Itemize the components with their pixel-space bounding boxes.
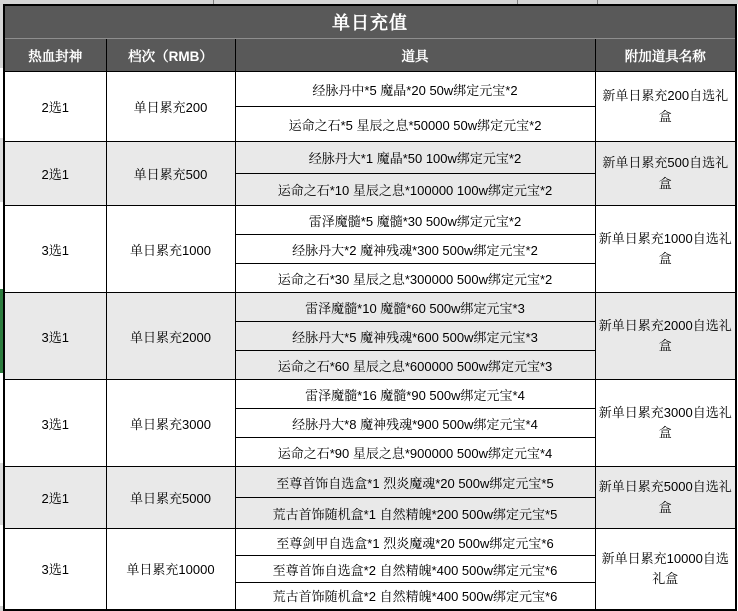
item-cell: 至尊剑甲自选盒*1 烈炎魔魂*20 500w绑定元宝*6 <box>235 529 595 556</box>
bonus-cell: 新单日累充3000自选礼盒 <box>595 380 736 467</box>
item-row <box>4 72 736 107</box>
green-fill-strip <box>0 289 3 373</box>
item-cell: 运命之石*60 星辰之息*600000 500w绑定元宝*3 <box>235 351 595 380</box>
item-row <box>4 142 736 174</box>
choice-cell: 3选1 <box>4 206 106 293</box>
choice-cell: 2选1 <box>4 72 106 142</box>
gridline-tick <box>517 0 518 4</box>
choice-cell: 2选1 <box>4 142 106 206</box>
bonus-cell: 新单日累充5000自选礼盒 <box>595 467 736 529</box>
item-row <box>4 293 736 322</box>
item-cell: 经脉丹大*2 魔神残魂*300 500w绑定元宝*2 <box>235 235 595 264</box>
left-edge-segment <box>0 606 3 611</box>
left-edge-segment <box>0 463 3 525</box>
bonus-cell: 新单日累充10000自选礼盒 <box>595 529 736 610</box>
table-title: 单日充值 <box>4 5 736 39</box>
item-cell: 运命之石*30 星辰之息*300000 500w绑定元宝*2 <box>235 264 595 293</box>
item-cell: 运命之石*10 星辰之息*100000 100w绑定元宝*2 <box>235 174 595 206</box>
bonus-cell: 新单日累充500自选礼盒 <box>595 142 736 206</box>
item-cell: 运命之石*90 星辰之息*900000 500w绑定元宝*4 <box>235 438 595 467</box>
col-header-bonus: 附加道具名称 <box>595 39 736 72</box>
item-cell: 运命之石*5 星辰之息*50000 50w绑定元宝*2 <box>235 107 595 142</box>
col-header-tier: 档次（RMB） <box>106 39 235 72</box>
item-row <box>4 529 736 556</box>
tier-cell: 单日累充1000 <box>106 206 235 293</box>
item-cell: 经脉丹大*8 魔神残魂*900 500w绑定元宝*4 <box>235 409 595 438</box>
recharge-table <box>3 4 737 611</box>
item-cell: 经脉丹大*1 魔晶*50 100w绑定元宝*2 <box>235 142 595 174</box>
bonus-cell: 新单日累充1000自选礼盒 <box>595 206 736 293</box>
item-cell: 雷泽魔髓*10 魔髓*60 500w绑定元宝*3 <box>235 293 595 322</box>
choice-cell: 3选1 <box>4 380 106 467</box>
choice-cell: 3选1 <box>4 293 106 380</box>
left-edge-segment <box>0 525 3 606</box>
item-cell: 荒古首饰随机盒*2 自然精魄*400 500w绑定元宝*6 <box>235 583 595 610</box>
bonus-cell: 新单日累充2000自选礼盒 <box>595 293 736 380</box>
tier-cell: 单日累充500 <box>106 142 235 206</box>
bonus-cell: 新单日累充200自选礼盒 <box>595 72 736 142</box>
column-header-row <box>4 39 736 72</box>
tier-cell: 单日累充3000 <box>106 380 235 467</box>
gridline-tick <box>213 0 214 4</box>
table-body <box>4 72 736 610</box>
title-row <box>4 5 736 39</box>
item-cell: 雷泽魔髓*5 魔髓*30 500w绑定元宝*2 <box>235 206 595 235</box>
left-edge-segment <box>0 373 3 463</box>
item-cell: 雷泽魔髓*16 魔髓*90 500w绑定元宝*4 <box>235 380 595 409</box>
gridline-tick <box>597 0 598 4</box>
left-edge-segment <box>0 138 3 202</box>
table-header <box>4 5 736 72</box>
item-cell: 荒古首饰随机盒*1 自然精魄*200 500w绑定元宝*5 <box>235 498 595 529</box>
tier-cell: 单日累充10000 <box>106 529 235 610</box>
item-cell: 至尊首饰自选盒*2 自然精魄*400 500w绑定元宝*6 <box>235 556 595 583</box>
tier-cell: 单日累充200 <box>106 72 235 142</box>
item-cell: 经脉丹中*5 魔晶*20 50w绑定元宝*2 <box>235 72 595 107</box>
sheet-left-edge <box>0 0 3 611</box>
tier-cell: 单日累充2000 <box>106 293 235 380</box>
col-header-items: 道具 <box>235 39 595 72</box>
item-row <box>4 380 736 409</box>
tier-cell: 单日累充5000 <box>106 467 235 529</box>
left-edge-segment <box>0 0 3 68</box>
left-edge-segment <box>0 68 3 138</box>
col-header-choice: 热血封神 <box>4 39 106 72</box>
item-cell: 经脉丹大*5 魔神残魂*600 500w绑定元宝*3 <box>235 322 595 351</box>
sheet-top-edge <box>0 0 738 4</box>
item-cell: 至尊首饰自选盒*1 烈炎魔魂*20 500w绑定元宝*5 <box>235 467 595 498</box>
left-edge-segment <box>0 202 3 289</box>
item-row <box>4 467 736 498</box>
choice-cell: 2选1 <box>4 467 106 529</box>
choice-cell: 3选1 <box>4 529 106 610</box>
item-row <box>4 206 736 235</box>
